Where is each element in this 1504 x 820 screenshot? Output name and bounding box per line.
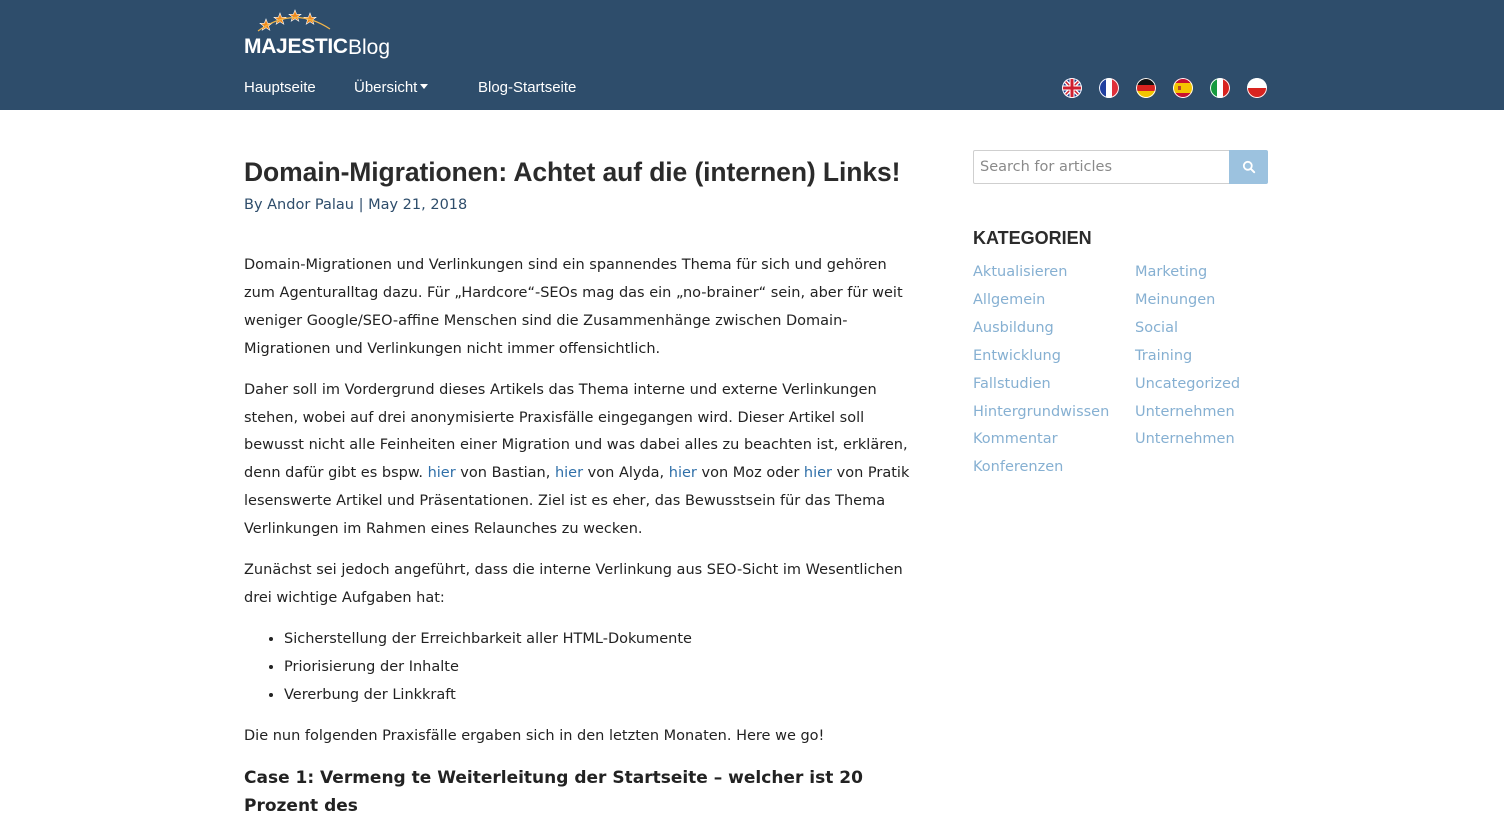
nav-blog-startseite[interactable]: Blog-Startseite <box>478 79 577 96</box>
categories-column-right <box>1135 259 1240 454</box>
paragraph-focus <box>244 377 914 544</box>
nav-uebersicht-dropdown[interactable] <box>354 79 428 96</box>
spanish-flag-icon[interactable] <box>1173 78 1193 98</box>
category-link[interactable]: Entwicklung <box>973 347 1061 364</box>
italian-flag-icon[interactable] <box>1210 78 1230 98</box>
paragraph-intro: Domain-Migrationen und Verlinkungen sind ein spannendes Thema für sich und gehören zum Agenturalltag dazu. Für „Hardcore“-SEOs mag das ein „no-brainer“ sein, aber für weit weniger Google/SEO-affine Menschen sind die Zusammenhänge zwischen Domain-Migrationen und Verlinkungen nicht immer offensichtlich. <box>244 257 903 357</box>
link-hier-alyda[interactable]: hier <box>554 465 584 482</box>
german-flag-icon[interactable] <box>1136 78 1156 98</box>
list-item: • Priorisierung der Inhalte <box>284 654 914 682</box>
search-button[interactable] <box>1229 150 1268 184</box>
search-input[interactable] <box>973 150 1230 184</box>
french-flag-icon[interactable] <box>1099 78 1119 98</box>
category-link[interactable]: Hintergrundwissen <box>973 403 1110 420</box>
tasks-list <box>244 626 914 710</box>
category-link[interactable]: Unternehmen <box>1135 431 1235 448</box>
search-icon <box>1242 160 1256 174</box>
category-link[interactable]: Aktualisieren <box>973 264 1068 280</box>
sidebar <box>973 150 1269 476</box>
category-link[interactable]: Unternehmen <box>1135 403 1235 420</box>
paragraph-text: Daher soll im Vordergrund dieses Artikels das Thema interne und externe Verlinkungen stehen, wobei auf drei anonymisierte Praxisfälle eingegangen wird. Dieser Artikel soll bewusst nicht alle Feinheiten einer Migration und was dabei alles zu beachten ist, erklären, denn dafür gibt es bspw. <box>244 381 908 482</box>
stars-arc-icon <box>252 9 342 33</box>
list-item: • Sicherstellung der Erreichbarkeit aller HTML-Dokumente <box>284 626 914 654</box>
categories-column-left <box>973 259 1109 482</box>
publish-date: May 21, 2018 <box>368 197 468 213</box>
article <box>244 150 914 820</box>
article-search <box>973 150 1268 184</box>
link-hier-moz[interactable]: hier <box>668 465 697 482</box>
category-link[interactable]: Kommentar <box>973 431 1058 448</box>
paragraph-text: von Pratik lesenswerte Artikel und Präsentationen. Ziel ist es eher, das Bewusstsein für das Thema Verlinkungen im Rahmen eines Relaunches zu wecken. <box>244 465 910 538</box>
paragraph-tasks-intro: Zunächst sei jedoch angeführt, dass die interne Verlinkung aus SEO-Sicht im Wesentlichen drei wichtige Aufgaben hat: <box>244 562 903 606</box>
case-heading: Case 1: Vermeng te Weiterleitung der Startseite – welcher ist 20 Prozent des <box>244 767 863 816</box>
caret-down-icon <box>420 84 428 89</box>
category-link[interactable]: Fallstudien <box>973 375 1051 392</box>
meta-by: By <box>244 197 263 213</box>
category-link[interactable]: Marketing <box>1135 264 1208 280</box>
category-link[interactable]: Ausbildung <box>973 319 1054 336</box>
category-link[interactable]: Training <box>1135 347 1193 364</box>
categories-title: KATEGORIEN <box>973 228 1092 248</box>
site-header <box>0 0 1504 110</box>
article-title: Domain-Migrationen: Achtet auf die (internen) Links! <box>244 157 901 187</box>
polish-flag-icon[interactable] <box>1247 78 1267 98</box>
paragraph-text: von Bastian, <box>455 465 555 482</box>
meta-separator: | <box>358 197 364 213</box>
paragraph-transition: Die nun folgenden Praxisfälle ergaben sich in den letzten Monaten. Here we go! <box>244 727 825 744</box>
article-body <box>244 252 914 820</box>
paragraph-text: von Alyda, <box>583 465 669 482</box>
link-hier-pratik[interactable]: hier <box>803 465 833 482</box>
category-link[interactable]: Konferenzen <box>973 459 1064 476</box>
majestic-logo[interactable] <box>244 9 404 61</box>
logo-blog-label: Blog <box>348 36 391 59</box>
logo-wordmark: MAJESTIC <box>244 35 348 58</box>
article-meta <box>244 194 914 216</box>
link-hier-bastian[interactable]: hier <box>427 465 456 482</box>
nav-uebersicht-label: Übersicht <box>354 79 418 96</box>
category-link[interactable]: Uncategorized <box>1135 375 1241 392</box>
english-flag-icon[interactable] <box>1062 78 1082 98</box>
category-link[interactable]: Meinungen <box>1135 291 1216 308</box>
category-link[interactable]: Allgemein <box>973 291 1046 308</box>
paragraph-text: von Moz oder <box>696 465 804 482</box>
list-item: • Vererbung der Linkkraft <box>284 682 914 710</box>
nav-hauptseite[interactable]: Hauptseite <box>244 79 316 96</box>
category-link[interactable]: Social <box>1135 319 1178 336</box>
author-link[interactable]: Andor Palau <box>267 197 354 213</box>
